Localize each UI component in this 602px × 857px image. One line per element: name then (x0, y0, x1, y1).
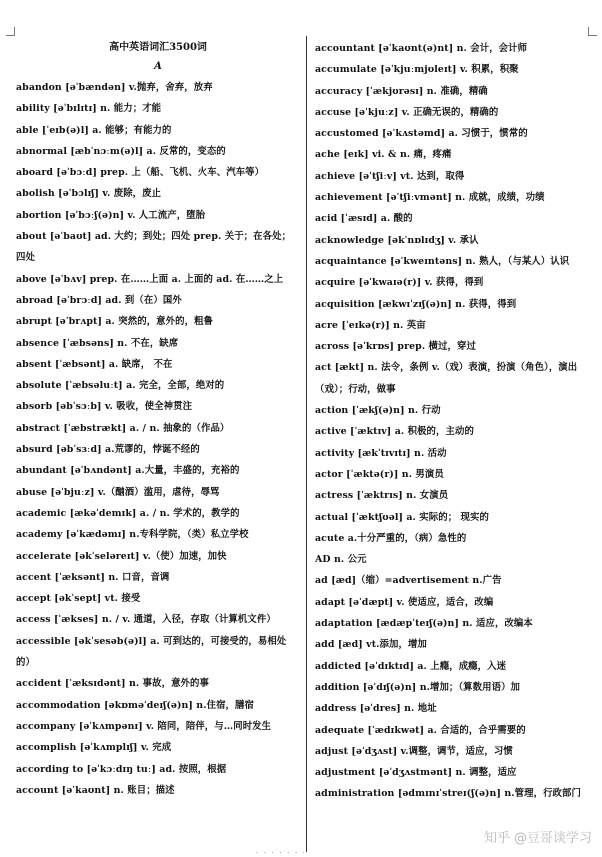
vocab-entry: add [æd] vt.添加，增加 (315, 639, 427, 651)
vocab-entry: absurd [əbˈsɜːd] a.荒谬的，悖诞不经的 (16, 444, 200, 456)
vocab-entry: across [əˈkrɒs] prep. 横过，穿过 (315, 341, 476, 353)
vocab-entry: according to [əˈkɔːdɪŋ tuː] ad. 按照，根据 (16, 763, 227, 775)
vocab-entry: ache [eɪk] vi. & n. 痛，疼痛 (315, 149, 452, 161)
vocab-entry: abortion [əˈbɔːʃ(ə)n] v. 人工流产，堕胎 (16, 209, 206, 221)
column-divider (306, 36, 307, 852)
vocab-entry: accident [ˈæksɪdənt] n. 事故，意外的事 (16, 678, 209, 690)
vocab-entry: adjust [əˈdʒʌst] v.调整，调节，适应，习惯 (315, 745, 513, 757)
vocab-entry: abolish [əˈbɔlɪʃ] v. 废除，废止 (16, 188, 162, 200)
watermark-platform: 知乎 (483, 831, 510, 846)
vocab-entry: acid [ˈæsɪd] a. 酸的 (315, 213, 413, 225)
vocab-entry: action [ˈækʃ(ə)n] n. 行动 (315, 405, 441, 417)
page-indicator: · · · · · · · (256, 850, 307, 857)
vocab-entry: acknowledge [əkˈnɒlɪdʒ] v. 承认 (315, 234, 479, 246)
left-word-list (16, 77, 300, 801)
page-corner-mark (588, 27, 597, 36)
vocab-entry: accessible [əkˈsesəb(ə)l] a. 可到达的，可接受的，易相处的） (16, 635, 287, 669)
vocab-entry: absolute [ˈæbsəluːt] a. 完全，全部，绝对的 (16, 380, 225, 392)
document-title: 高中英语词汇3500词 (109, 42, 207, 53)
watermark (484, 827, 592, 846)
vocab-entry: address [əˈdres] n. 地址 (315, 703, 437, 715)
vocab-entry: absence [ˈæbsəns] n. 不在，缺席 (16, 337, 179, 349)
vocab-entry: addicted [əˈdɪktɪd] a. 上瘾，成瘾，入迷 (315, 660, 507, 672)
vocab-entry: abrupt [əˈbrʌpt] a. 突然的，意外的，粗鲁 (16, 316, 214, 328)
vocab-entry: ad [æd]（缩）=advertisement n.广告 (315, 575, 502, 587)
vocab-entry: actual [ˈæktʃʊəl] a. 实际的； 现实的 (315, 511, 489, 523)
vocab-entry: actress [ˈæktrɪs] n. 女演员 (315, 490, 449, 502)
vocab-entry: AD n. 公元 (315, 554, 367, 566)
vocab-entry: academy [əˈkædəmɪ] n.专科学院，（类）私立学校 (16, 529, 249, 541)
vocab-entry: accent [ˈæksənt] n. 口音，音调 (16, 571, 170, 583)
vocab-entry: adapt [əˈdæpt] v. 使适应，适合，改编 (315, 596, 494, 608)
vocab-entry: actor [ˈæktə(r)] n. 男演员 (315, 468, 444, 480)
vocab-entry: accelerate [əkˈseləreɪt] v.（使）加速，加快 (16, 550, 227, 562)
vocab-entry: accuse [əˈkjuːz] v. 正确无误的，精确的 (315, 106, 499, 118)
vocab-entry: accomplish [əˈkʌmplɪʃ] v. 完成 (16, 742, 172, 754)
vocab-entry: abstract [ˈæbstrækt] a. / n. 抽象的（作品） (16, 422, 230, 434)
vocab-entry: accommodation [əkɒməˈdeɪʃ(ə)n] n.住宿，膳宿 (16, 699, 254, 711)
vocab-entry: account [əˈkaʊnt] n. 账目；描述 (16, 784, 175, 796)
vocab-entry: adaptation [ædæpˈteɪʃ(ə)n] n. 适应，改编本 (315, 618, 533, 630)
page-corner-mark (6, 27, 15, 36)
vocab-entry: access [ˈækses] n. / v. 通道，入径，存取（计算机文件） (16, 614, 276, 626)
vocab-entry: abuse [əˈbjuːz] v.（酗酒）滥用，虐待，辱骂 (16, 486, 220, 498)
vocab-entry: ability [əˈbɪlɪtɪ] n. 能力；才能 (16, 103, 162, 115)
vocab-entry: adjustment [əˈdʒʌstmənt] n. 调整，适应 (315, 767, 517, 779)
vocab-entry: acquaintance [əˈkweɪntəns] n. 熟人，（与某人）认识 (315, 255, 570, 267)
vocab-entry: active [ˈæktɪv] a. 积极的，主动的 (315, 426, 474, 438)
vocab-entry: administration [ədmɪnɪˈstreɪ(ʃ(ə)n] n.管理，行政部门 (315, 788, 581, 800)
vocab-entry: accuracy [ˈækjʊrəsɪ] n. 准确，精确 (315, 85, 488, 97)
right-word-list (315, 38, 591, 805)
vocab-entry: addition [əˈdɪʃ(ə)n] n.增加；（算数用语）加 (315, 681, 521, 693)
vocab-entry: accept [əkˈsept] vt. 接受 (16, 593, 141, 605)
vocab-entry: accountant [əˈkaʊnt(ə)nt] n. 会计，会计师 (315, 43, 528, 54)
vocab-entry: abnormal [æbˈnɔːm(ə)l] a. 反常的，变态的 (16, 145, 226, 157)
vocab-entry: act [ækt] n. 法令，条例 v.（戏）表演，扮演（角色），演出（戏）；行动，做事 (315, 362, 578, 395)
vocab-entry: acquire [əˈkwaɪə(r)] v. 获得，得到 (315, 277, 484, 289)
section-letter: A (154, 61, 162, 72)
vocab-entry: achievement [əˈtʃiːvmənt] n. 成就，成绩，功绩 (315, 192, 545, 204)
vocab-entry: abandon [əˈbændən] v.抛弃，舍弃，放弃 (16, 82, 213, 93)
vocab-entry: achieve [əˈtʃiːv] vt. 达到，取得 (315, 170, 465, 182)
vocab-entry: abroad [əˈbrɔːd] ad. 到（在）国外 (16, 294, 182, 306)
vocab-entry: aboard [əˈbɔːd] prep. 上（船、飞机、火车、汽车等） (16, 167, 265, 179)
vocab-entry: able [ˈeɪb(ə)l] a. 能够；有能力的 (16, 124, 172, 136)
vocab-entry: absorb [əbˈsɔːb] v. 吸收，使全神贯注 (16, 401, 193, 413)
vocab-entry: acute a.十分严重的，（病）急性的 (315, 532, 467, 544)
vocab-entry: acre [ˈeɪkə(r)] n. 英亩 (315, 319, 426, 331)
vocab-entry: accumulate [əˈkjuːmjʊleɪt] v. 积累，积聚 (315, 64, 519, 76)
vocab-entry: about [əˈbaʊt] ad. 大约；到处；四处 prep. 关于；在各处；四处 (16, 231, 292, 264)
vocab-entry: activity [ækˈtɪvɪtɪ] n. 活动 (315, 447, 447, 459)
vocab-entry: abundant [əˈbʌndənt] a.大量，丰盛的，充裕的 (16, 465, 240, 477)
right-column (315, 38, 591, 805)
vocab-entry: accompany [əˈkʌmpənɪ] v. 陪同，陪伴，与…同时发生 (16, 720, 272, 732)
vocab-entry: accustomed [əˈkʌstəmd] a. 习惯于，惯常的 (315, 128, 528, 140)
watermark-author: @豆哥谈学习 (513, 831, 592, 846)
vocab-entry: adequate [ˈædɪkwət] a. 合适的，合乎需要的 (315, 724, 526, 736)
vocab-entry: acquisition [ækwɪˈzɪʃ(ə)n] n. 获得，得到 (315, 298, 517, 310)
vocab-entry: absent [ˈæbsənt] a. 缺席， 不在 (16, 358, 173, 370)
vocab-entry: academic [ækəˈdemɪk] a. / n. 学术的，教学的 (16, 507, 240, 519)
left-column (16, 38, 300, 801)
vocab-entry: above [əˈbʌv] prep. 在……上面 a. 上面的 ad. 在……之上 (16, 273, 284, 285)
